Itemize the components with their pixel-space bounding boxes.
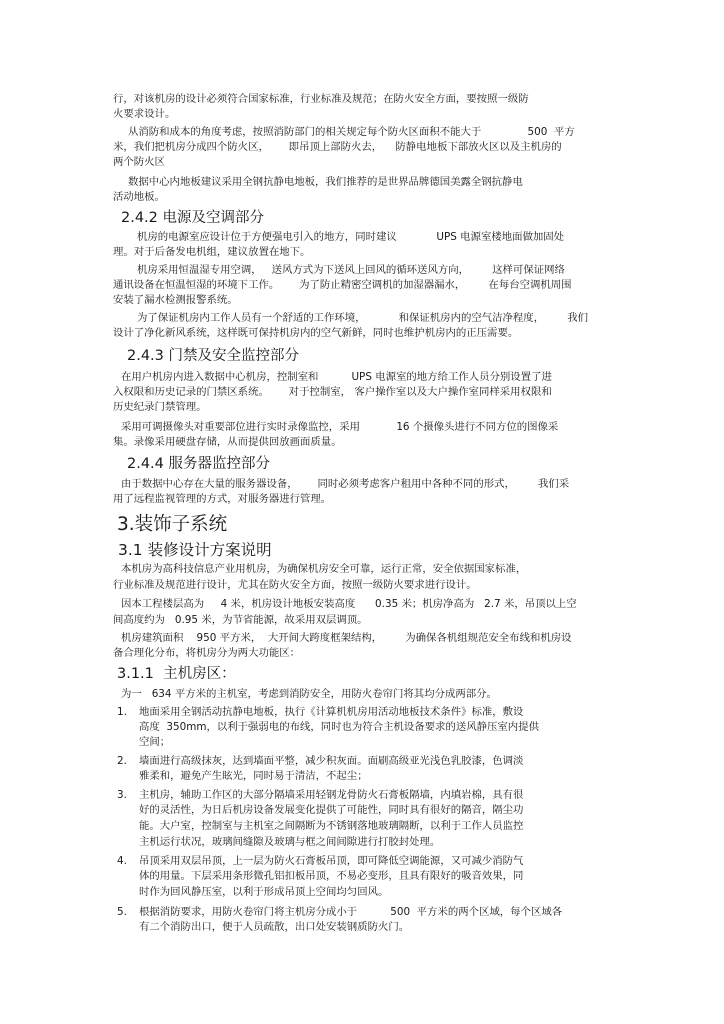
text-line: 高度 350mm，以利于强弱电的布线，同时也为符合主机设备要求的送风静压室内提供 bbox=[139, 721, 539, 733]
text-line: 采用可调摄像头对重要部位进行实时录像监控，采用 16 个摄像头进行不同方位的图像采 bbox=[121, 421, 559, 433]
text-line: 火要求设计。 bbox=[113, 108, 176, 120]
text-line: 通讯设备在恒温恒湿的环境下工作。 为了防止精密空调机的加湿器漏水， 在每台空调机周围 bbox=[113, 279, 572, 291]
text-line: 入权限和历史记录的门禁区系统。 对于控制室， 客户操作室以及大户操作室同样采用权限和 bbox=[113, 386, 552, 398]
list-number: 1. bbox=[117, 706, 127, 718]
text-line: 体的用量。下层采用条形微孔铝扣板吊顶，不易必变形，且具有限好的吸音效果，同 bbox=[139, 870, 524, 882]
chapter-heading: 3.装饰子系统 bbox=[117, 514, 228, 535]
text-line: 空间； bbox=[139, 736, 171, 748]
text-line: 机房采用恒温湿专用空调， 送风方式为下送风上回风的循环送风方向， 这样可保证网络 bbox=[137, 264, 565, 276]
text-line: 理。对于后备发电机组，建议放置在地下。 bbox=[113, 246, 311, 258]
text-line: 机房建筑面积 950 平方米， 大开间大跨度框架结构， 为确保各机组规范安全布线和机房设 bbox=[121, 632, 572, 644]
text-line: 由于数据中心存在大量的服务器设备， 同时必须考虑客户租用中各种不同的形式， 我们采 bbox=[121, 478, 570, 490]
text-line: 机房的电源室应设计位于方便强电引入的地方，同时建议 UPS 电源室楼地面做加固处 bbox=[137, 231, 565, 243]
section-heading: 2.4.3 门禁及安全监控部分 bbox=[127, 348, 300, 364]
subsection-heading: 3.1 装修设计方案说明 bbox=[118, 541, 272, 559]
text-line: 行业标准及规范进行设计，尤其在防火安全方面，按照一级防火要求进行设计。 bbox=[113, 579, 477, 591]
text-line: 能。大户室，控制室与主机室之间隔断为不锈钢落地玻璃隔断，以利于工作人员监控 bbox=[139, 820, 524, 832]
text-line: 吊顶采用双层吊顶，上一层为防火石膏板吊顶，即可降低空调能源，又可减少消防气 bbox=[139, 855, 524, 867]
text-line: 备合理化分布，将机房分为两大功能区： bbox=[113, 647, 301, 659]
text-line: 主机房，辅助工作区的大部分隔墙采用轻钢龙骨防火石膏板隔墙，内填岩棉，具有很 bbox=[139, 789, 524, 801]
section-heading: 2.4.2 电源及空调部分 bbox=[121, 210, 265, 226]
list-number: 4. bbox=[117, 855, 127, 867]
text-line: 在用户机房内进入数据中心机房，控制室和 UPS 电源室的地方给工作人员分别设置了进 bbox=[121, 371, 552, 383]
text-line: 地面采用全钢活动抗静电地板，执行《计算机机房用活动地板技术条件》标准，敷设 bbox=[139, 706, 524, 718]
text-line: 间高度约为 0.95 米，为节省能源，故采用双层调顶。 bbox=[113, 614, 368, 626]
text-line: 雅柔和，避免产生眩光，同时易于清洁，不起尘； bbox=[139, 770, 368, 782]
text-line: 历史纪录门禁管理。 bbox=[113, 401, 207, 413]
text-line: 两个防火区 bbox=[113, 156, 165, 168]
text-line: 为了保证机房内工作人员有一个舒适的工作环境， 和保证机房内的空气洁净程度， 我们 bbox=[137, 312, 588, 324]
text-line: 用了远程监视管理的方式，对服务器进行管理。 bbox=[113, 493, 332, 505]
text-line: 活动地板。 bbox=[113, 191, 165, 203]
text-line: 因本工程楼层高为 4 米，机房设计地板安装高度 0.35 米；机房净高为 2.7 米，吊顶以上空 bbox=[121, 598, 577, 610]
list-number: 3. bbox=[117, 789, 127, 801]
text-line: 行，对该机房的设计必须符合国家标准，行业标准及规范；在防火安全方面，要按照一级防 bbox=[113, 93, 529, 105]
list-number: 5. bbox=[117, 906, 127, 918]
text-line: 从消防和成本的角度考虑，按照消防部门的相关规定每个防火区面积不能大于 500 平方 bbox=[128, 126, 575, 138]
subsubsection-heading: 3.1.1 主机房区： bbox=[117, 666, 236, 682]
text-line: 有二个消防出口，便于人员疏散，出口处安装钢质防火门。 bbox=[139, 921, 410, 933]
text-line: 根据消防要求，用防火卷帘门将主机房分成小于 500 平方米的两个区域，每个区域各 bbox=[139, 906, 563, 918]
text-line: 主机运行状况，玻璃间缝隙及玻璃与框之间间隙进行打胶封处理。 bbox=[139, 836, 441, 848]
text-line: 本机房为高科技信息产业用机房，为确保机房安全可靠，运行正常，安全依据国家标准， bbox=[121, 563, 527, 575]
list-number: 2. bbox=[117, 755, 127, 767]
text-line: 为一 634 平方米的主机室，考虑到消防安全，用防火卷帘门将其均分成两部分。 bbox=[121, 688, 497, 700]
text-line: 时作为回风静压室，以利于形成吊顶上空间均匀回风。 bbox=[139, 886, 389, 898]
section-heading: 2.4.4 服务器监控部分 bbox=[127, 456, 271, 472]
text-line: 数据中心内地板建议采用全钢抗静电地板，我们推荐的是世界品牌德国美露全钢抗静电 bbox=[128, 176, 523, 188]
text-line: 安装了漏水检测报警系统。 bbox=[113, 294, 238, 306]
text-line: 集。录像采用硬盘存储，从而提供回放画面质量。 bbox=[113, 436, 342, 448]
text-line: 设计了净化新风系统，这样既可保持机房内的空气新鲜，同时也维护机房内的正压需要。 bbox=[113, 327, 519, 339]
text-line: 墙面进行高级抹灰，达到墙面平整，减少积灰面。面刷高级亚光浅色乳胶漆，色调淡 bbox=[139, 755, 524, 767]
text-line: 米，我们把机房分成四个防火区， 即吊顶上部防火去， 防静电地板下部放火区以及主机房的 bbox=[113, 141, 562, 153]
text-line: 好的灵活性，为日后机房设备发展变化提供了可能性，同时具有很好的隔音，隔尘功 bbox=[139, 804, 524, 816]
